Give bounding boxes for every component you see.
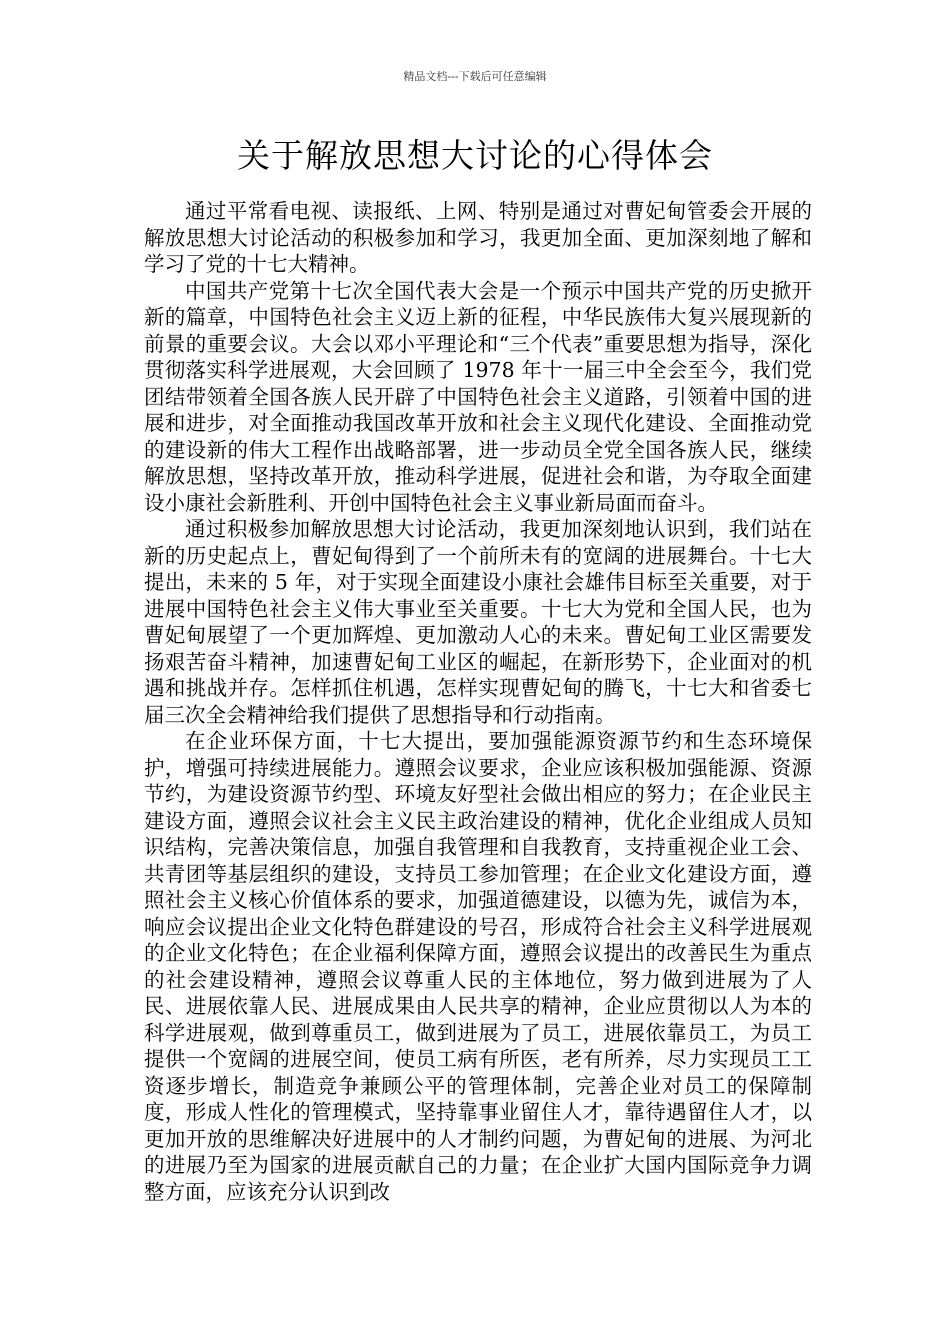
document-body [144,198,812,1205]
paragraph: 通过平常看电视、读报纸、上网、特别是通过对曹妃甸管委会开展的解放思想大讨论活动的积极参加和学习，我更加全面、更加深刻地了解和学习了党的十七大精神。 [144,199,812,276]
page-header: 精品文档---下载后可任意编辑 [403,70,547,83]
paragraph: 在企业环保方面，十七大提出，要加强能源资源节约和生态环境保护，增强可持续进展能力。遵照会议要求，企业应该积极加强能源、资源节约，为建设资源节约型、环境友好型社会做出相应的努力；在企业民主建设方面，遵照会议社会主义民主政治建设的精神，优化企业组成人员知识结构，完善决策信息，加强自我管理和自我教育，支持重视企业工会、共青团等基层组织的建设，支持员工参加管理；在企业文化建设方面，遵照社会主义核心价值体系的要求，加强道德建设，以德为先，诚信为本，响应会议提出企业文化特色群建设的号召，形成符合社会主义科学进展观的企业文化特色；在企业福利保障方面，遵照会议提出的改善民生为重点的社会建设精神，遵照会议尊重人民的主体地位，努力做到进展为了人民、进展依靠人民、进展成果由人民共享的精神，企业应贯彻以人为本的科学进展观，做到尊重员工，做到进展为了员工，进展依靠员工，为员工提供一个宽阔的进展空间，使员工病有所医，老有所养，尽力实现员工工资逐步增长，制造竞争兼顾公平的管理体制，完善企业对员工的保障制度，形成人性化的管理模式，坚持靠事业留住人才，靠待遇留住人才，以更加开放的思维解决好进展中的人才制约问题，为曹妃甸的进展、为河北的进展乃至为国家的进展贡献自己的力量；在企业扩大国内国际竞争力调整方面，应该充分认识到改 [144,729,812,1204]
paragraph: 通过积极参加解放思想大讨论活动，我更加深刻地认识到，我们站在新的历史起点上，曹妃甸得到了一个前所未有的宽阔的进展舞台。十七大提出，未来的 5 年，对于实现全面建设小康社会雄伟目标至关重要，对于进展中国特色社会主义伟大事业至关重要。十七大为党和全国人民，也为曹妃甸展望了一个更加辉煌、更加激动人心的未来。曹妃甸工业区需要发扬艰苦奋斗精神，加速曹妃甸工业区的崛起，在新形势下，企业面对的机遇和挑战并存。怎样抓住机遇，怎样实现曹妃甸的腾飞，十七大和省委七届三次全会精神给我们提供了思想指导和行动指南。 [144,517,812,727]
document-title: 关于解放思想大讨论的心得体会 [237,136,713,175]
paragraph: 中国共产党第十七次全国代表大会是一个预示中国共产党的历史掀开新的篇章，中国特色社会主义迈上新的征程，中华民族伟大复兴展现新的前景的重要会议。大会以邓小平理论和“三个代表”重要思想为指导，深化贯彻落实科学进展观，大会回顾了 1978 年十一届三中全会至今，我们党团结带领着全国各族人民开辟了中国特色社会主义道路，引领着中国的进展和进步，对全面推动我国改革开放和社会主义现代化建设、全面推动党的建设新的伟大工程作出战略部署，进一步动员全党全国各族人民，继续解放思想，坚持改革开放，推动科学进展，促进社会和谐，为夺取全面建设小康社会新胜利、开创中国特色社会主义事业新局面而奋斗。 [144,278,812,515]
